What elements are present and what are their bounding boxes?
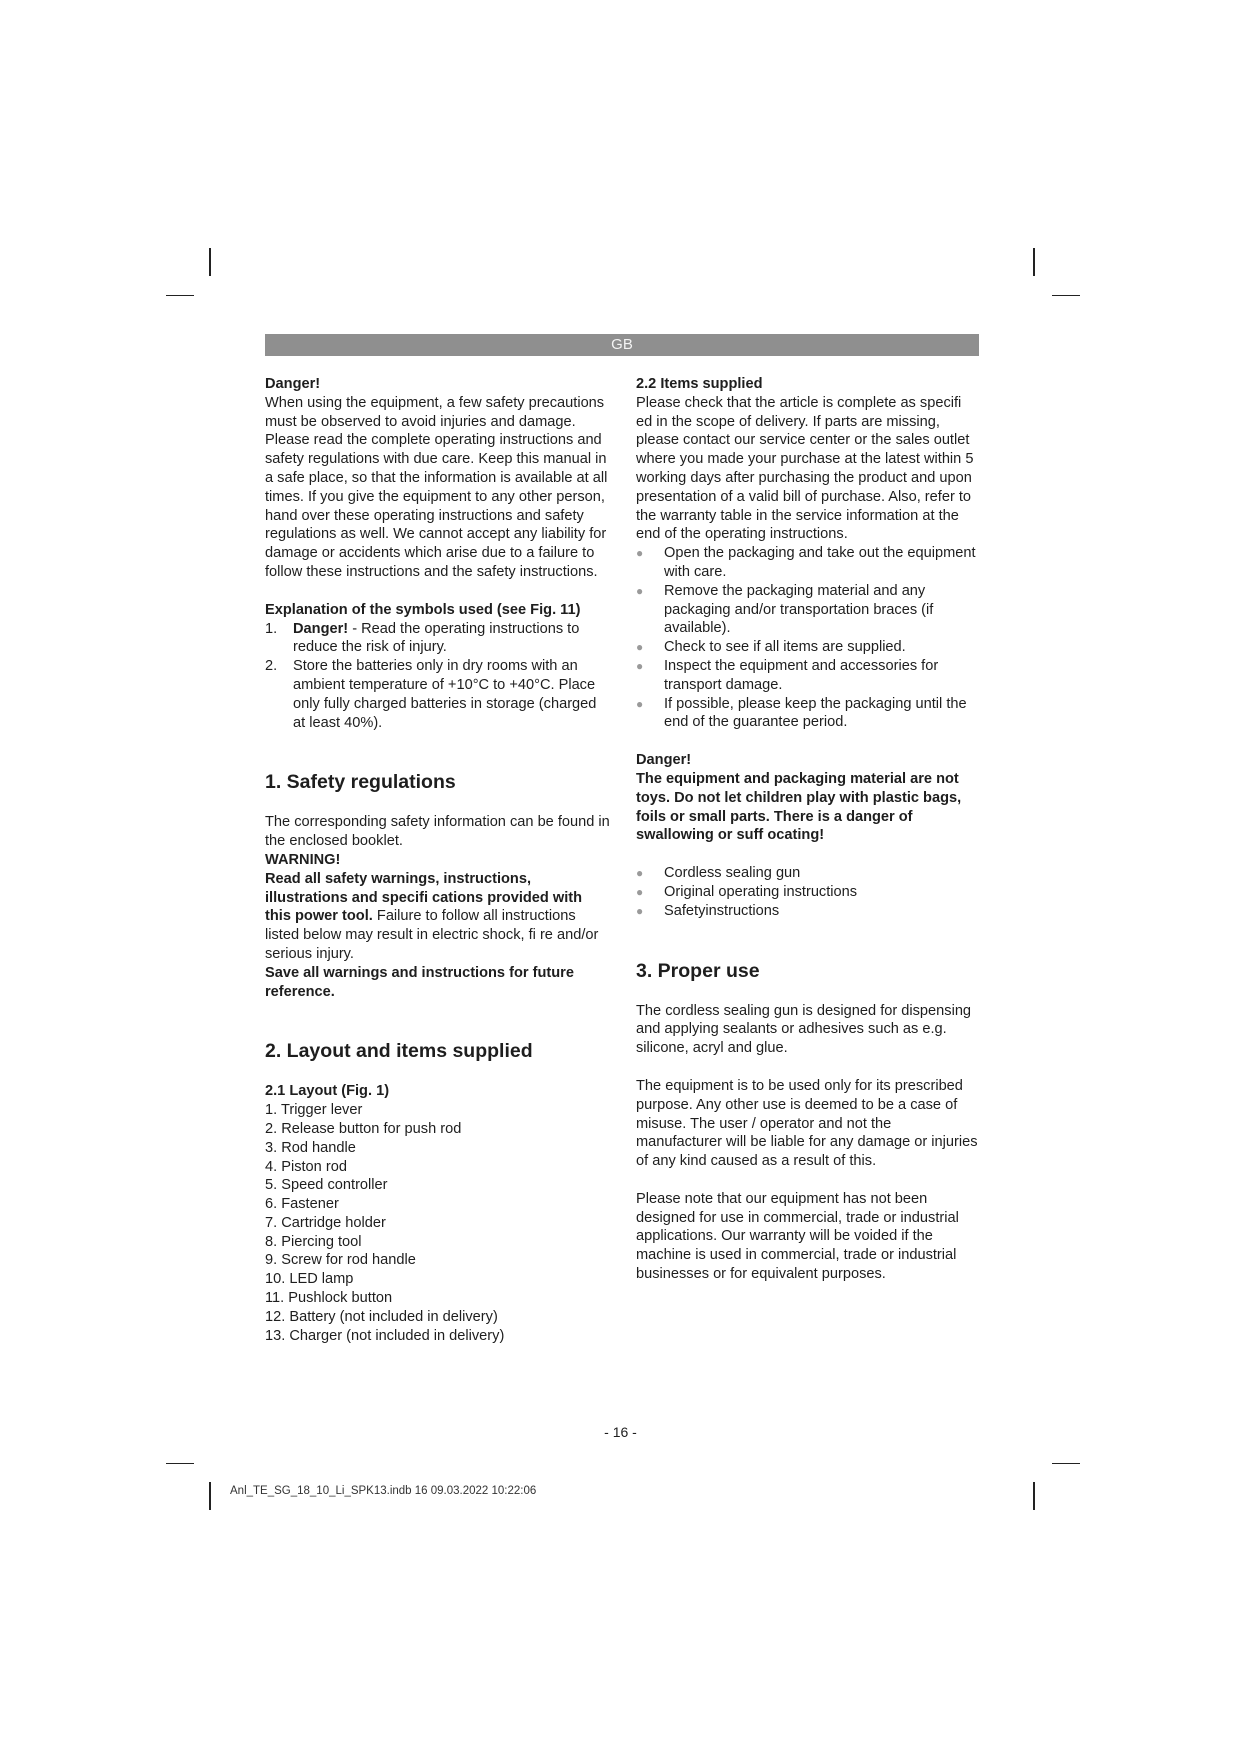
list-item: ● Safetyinstructions	[636, 902, 780, 919]
list-item: 6. Fastener	[265, 1196, 339, 1213]
list-item: ● Open the packaging and take out the equipment with care.	[636, 545, 976, 580]
bullet-icon: ●	[636, 640, 644, 655]
print-footer: Anl_TE_SG_18_10_Li_SPK13.indb 16 09.03.2022 10:22:06	[230, 1485, 537, 1497]
list-item: ● Remove the packaging material and any packaging and/or transportation braces (if available).	[636, 582, 934, 637]
bullet-icon: ●	[636, 884, 644, 899]
items-supplied-subheading: 2.2 Items supplied	[636, 376, 763, 392]
list-item: ● Original operating instructions	[636, 883, 858, 900]
list-item: 13. Charger (not included in delivery)	[265, 1327, 505, 1344]
layout-subheading: 2.1 Layout (Fig. 1)	[265, 1083, 390, 1100]
layout-list	[265, 1101, 610, 1345]
list-item: 4. Piston rod	[265, 1158, 347, 1175]
bullet-icon: ●	[636, 866, 644, 881]
list-item: 8. Piercing tool	[265, 1233, 362, 1250]
symbols-title: Explanation of the symbols used (see Fig. 11)	[265, 601, 581, 618]
left-column	[265, 375, 610, 1345]
crop-mark	[166, 1463, 194, 1464]
proper-use-text: The equipment is to be used only for its prescribed purpose. Any other use is deemed to be a case of misuse. The user / operator and not the manufacturer will be liable for any damage or injuries of any kind caused as a result of this.	[636, 1077, 978, 1170]
list-item: 1. Trigger lever	[265, 1102, 363, 1119]
list-item: 11. Pushlock button	[265, 1290, 393, 1307]
language-header-bar: GB	[265, 334, 979, 356]
list-item: ● Check to see if all items are supplied.	[636, 639, 906, 656]
danger-text: The equipment and packaging material are not toys. Do not let children play with plastic bags, foils or small parts. There is a danger of swallowing or suff ocating!	[636, 770, 962, 844]
bullet-icon: ●	[636, 903, 644, 918]
crop-mark	[1033, 248, 1035, 276]
list-item: 5. Speed controller	[265, 1177, 388, 1194]
danger-title: Danger!	[636, 752, 692, 769]
bullet-icon: ●	[636, 583, 644, 598]
proper-use-text: Please note that our equipment has not been designed for use in commercial, trade or industrial applications. Our warranty will be voided if the machine is used in commercial, trade or industrial businesses or for equivalent purposes.	[636, 1190, 959, 1283]
check-list	[636, 544, 981, 732]
list-item: 10. LED lamp	[265, 1271, 354, 1288]
safety-heading: 1. Safety regulations	[265, 771, 456, 794]
list-item: 9. Screw for rod handle	[265, 1252, 416, 1269]
crop-mark	[1033, 1482, 1035, 1510]
list-item: 2. Release button for push rod	[265, 1120, 462, 1137]
crop-mark	[1052, 1463, 1080, 1464]
crop-mark	[209, 248, 211, 276]
symbol-item: 2. Store the batteries only in dry rooms with an ambient temperature of +10°C to +40°C. Place only fully charged batteries in storage (charged at least 40%).	[265, 658, 597, 731]
crop-mark	[166, 295, 194, 296]
list-item: ● Inspect the equipment and accessories for transport damage.	[636, 657, 939, 693]
list-item: 3. Rod handle	[265, 1139, 356, 1156]
list-item: ● Cordless sealing gun	[636, 865, 801, 882]
crop-mark	[209, 1482, 211, 1510]
layout-heading: 2. Layout and items supplied	[265, 1040, 533, 1063]
symbol-item: 1. Danger! - Read the operating instructions to reduce the risk of injury.	[265, 620, 580, 656]
page-number: - 16 -	[604, 1424, 637, 1440]
supplied-list	[636, 864, 981, 920]
bullet-icon: ●	[636, 658, 644, 673]
warning-title: WARNING!	[265, 851, 341, 868]
proper-use-text: The cordless sealing gun is designed for dispensing and applying sealants or adhesives such as e.g. silicone, acryl and glue.	[636, 1002, 972, 1057]
bullet-icon: ●	[636, 546, 644, 561]
list-item: ● If possible, please keep the packaging until the end of the guarantee period.	[636, 695, 967, 731]
list-item: 12. Battery (not included in delivery)	[265, 1308, 498, 1325]
warning-text: Read all safety warnings, instructions, illustrations and specifi cations provided with this power tool. Failure to follow all instructions listed below may result in electric shock, fi re and/or serious injury.	[265, 870, 599, 962]
symbols-list	[265, 620, 610, 733]
safety-text: The corresponding safety information can be found in the enclosed booklet.	[265, 814, 610, 850]
crop-mark	[1052, 295, 1080, 296]
danger-text: When using the equipment, a few safety precautions must be observed to avoid injuries and damage. Please read the complete operating instructions and safety regulations with due care. Keep this manual in a safe place, so that the information is available at all times. If you give the equipment to any other person, hand over these operating instructions and safety regulations as well. We cannot accept any liability for damage or accidents which arise due to a failure to follow these instructions and the safety instructions.	[265, 394, 608, 580]
items-supplied-text: Please check that the article is complete as specifi ed in the scope of delivery. If parts are missing, please contact our service center or the sales outlet where you made your purchase at the latest within 5 working days after purchasing the product and upon presentation of a valid bill of purchase. Also, refer to the warranty table in the service information at the end of the operating instructions.	[636, 394, 974, 543]
proper-use-heading: 3. Proper use	[636, 959, 760, 982]
danger-title: Danger!	[265, 376, 321, 392]
save-text: Save all warnings and instructions for future reference.	[265, 964, 574, 1000]
list-item: 7. Cartridge holder	[265, 1214, 386, 1231]
right-column	[636, 375, 981, 1284]
bullet-icon: ●	[636, 696, 644, 711]
